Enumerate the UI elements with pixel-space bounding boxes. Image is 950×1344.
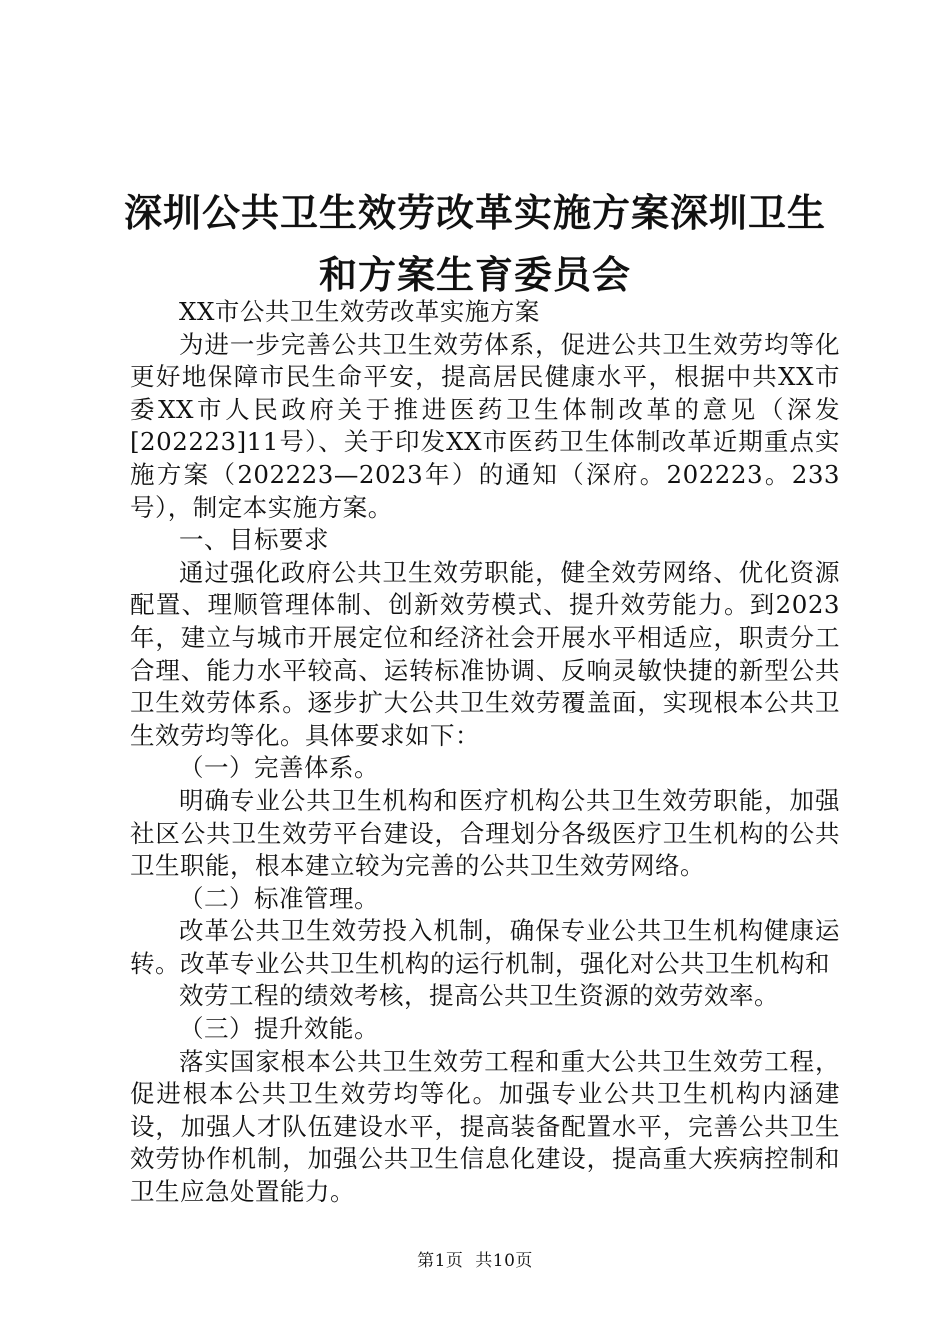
paragraph-subtitle: XX市公共卫生效劳改革实施方案 bbox=[179, 297, 540, 326]
subheading-improve-system: （一）完善体系。 bbox=[179, 753, 379, 783]
paragraph-improve-system: 明确专业公共卫生机构和医疗机构公共卫生效劳职能，加强社区公共卫生效劳平台建设，合理划分各级医疗卫生机构的公共卫生职能，根本建立较为完善的公共卫生效劳网络。 bbox=[130, 785, 840, 881]
document-body bbox=[130, 296, 840, 1209]
page-footer bbox=[0, 1246, 950, 1271]
page-number: 第1页 bbox=[417, 1251, 464, 1271]
paragraph-standard-management: 改革公共卫生效劳投入机制，确保专业公共卫生机构健康运转。改革专业公共卫生机构的运行机制，强化对公共卫生机构和 bbox=[130, 916, 840, 978]
paragraph-improve-efficiency: 落实国家根本公共卫生效劳工程和重大公共卫生效劳工程，促进根本公共卫生效劳均等化。加强专业公共卫生机构内涵建设，加强人才队伍建设水平，提高装备配置水平，完善公共卫生效劳协作机制，加强公共卫生信息化建设，提高重大疾病控制和卫生应急处置能力。 bbox=[130, 1046, 840, 1207]
document-title: 深圳公共卫生效劳改革实施方案深圳卫生和方案生育委员会 bbox=[123, 190, 826, 297]
section-heading-goals: 一、目标要求 bbox=[179, 525, 329, 555]
paragraph-intro: 为进一步完善公共卫生效劳体系，促进公共卫生效劳均等化更好地保障市民生命平安，提高居民健康水平，根据中共XX市委XX市人民政府关于推进医药卫生体制改革的意见（深发[202223]11号）、关于印发XX市医药卫生体制改革近期重点实施方案（202223—2023年）的通知（深府。202223。233号），制定本实施方案。 bbox=[130, 329, 840, 522]
paragraph-goals: 通过强化政府公共卫生效劳职能，健全效劳网络、优化资源配置、理顺管理体制、创新效劳模式、提升效劳能力。到2023年，建立与城市开展定位和经济社会开展水平相适应，职责分工合理、能力水平较高、运转标准协调、反响灵敏快捷的新型公共卫生效劳体系。逐步扩大公共卫生效劳覆盖面，实现根本公共卫生效劳均等化。具体要求如下： bbox=[130, 557, 840, 750]
page-total: 共10页 bbox=[475, 1251, 533, 1271]
subheading-standard-management: （二）标准管理。 bbox=[179, 883, 379, 913]
paragraph-standard-management-cont: 效劳工程的绩效考核，提高公共卫生资源的效劳效率。 bbox=[179, 981, 779, 1011]
subheading-improve-efficiency: （三）提升效能。 bbox=[179, 1014, 379, 1044]
